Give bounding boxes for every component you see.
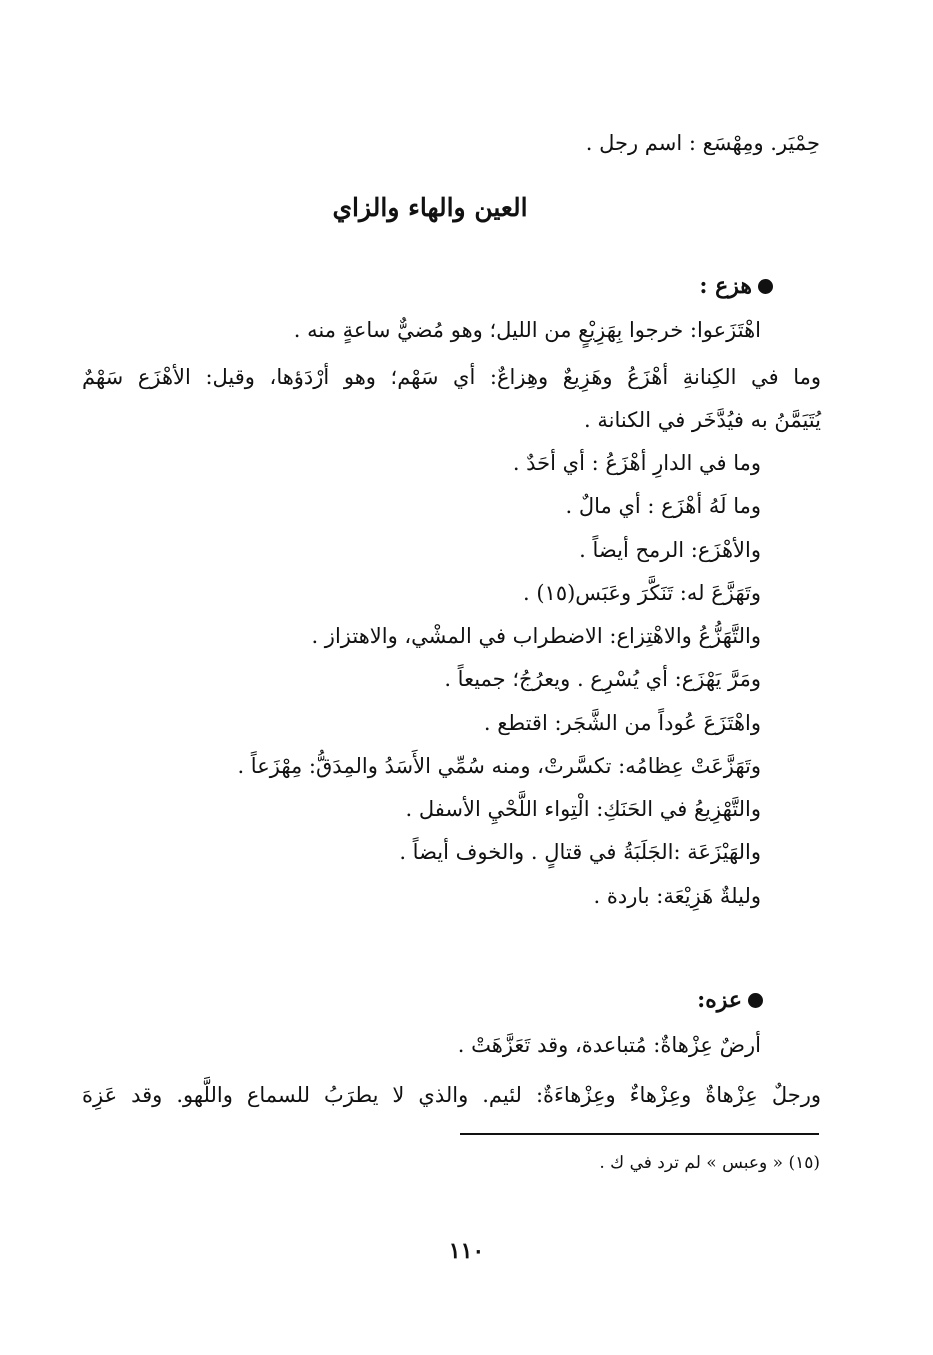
- headword-text: هزع :: [699, 273, 752, 299]
- entry-line: وما لَهُ أهْزَع : أي مالٌ .: [565, 494, 761, 518]
- bullet-icon: [758, 279, 773, 294]
- bullet-icon: [748, 993, 763, 1008]
- footnote-divider: [460, 1133, 819, 1135]
- entry-line: وليلةٌ هَزِيْعَة: باردة .: [593, 884, 761, 908]
- footnote: (١٥) « وعبس » لم ترد في ك .: [599, 1153, 820, 1173]
- entry-line: وتَهَزَّعَتْ عِظامُه: تكسَّرتْ، ومنه سُمِّي الأَسَدُ والمِدَقُّ: مِهْزَعاً .: [237, 754, 761, 778]
- entry-line: ورجلٌ عِزْهاةٌ وعِزْهاءٌ وعِزْهاءَةٌ: لئيم. والذي لا يطرَبُ للسماع واللَّهو. وقد عَزِهَ: [82, 1083, 821, 1107]
- top-line: حِمْيَر. ومِهْسَع : اسم رجل .: [585, 131, 820, 155]
- entry-line: وما في الدارِ أهْزَعُ : أي أحَدٌ .: [512, 451, 761, 475]
- entry-line: والهَيْزَعَة :الجَلَبَةُ في قتالٍ . والخوف أيضاً .: [399, 840, 761, 864]
- entry-line: وما في الكِنانةِ أهْزَعُ وهَزِيعٌ وهِزاعٌ: أي سَهْم؛ وهو أرْدَؤها، وقيل: الأهْزَع سَهْمٌ: [82, 365, 821, 389]
- entry-line: والأهْزَع: الرمح أيضاً .: [579, 538, 761, 562]
- entry-headword-ezh: [697, 985, 763, 1015]
- entry-line: يُتَيَمَّنُ به فيُدَّخَر في الكنانة .: [584, 408, 821, 432]
- entry-line: واهْتَزَعَ عُوداً من الشَّجَر: اقتطع .: [483, 711, 761, 735]
- page-number: ١١٠: [448, 1238, 485, 1264]
- entry-line: أرضٌ عِزْهاةٌ: مُتباعدة، وقد تَعَزَّهَتْ .: [457, 1033, 761, 1057]
- entry-line: وتَهَزَّعَ له: تَنَكَّرَ وعَبَس(١٥) .: [523, 581, 761, 605]
- headword-text: عزه:: [697, 987, 742, 1013]
- entry-line: ومَرَّ يَهْزَع: أي يُسْرِع . ويعرُجُ؛ جميعاً .: [444, 667, 761, 691]
- entry-headword-hz: [699, 271, 773, 301]
- entry-line: والتَّهَزُّعُ والاهْتِزاع: الاضطراب في المشْي، والاهتزاز .: [311, 624, 761, 648]
- entry-line: اهْتَزَعوا: خرجوا بِهَزِيْعٍ من الليل؛ وهو مُضيٌّ ساعةٍ منه .: [293, 318, 761, 342]
- entry-line: والتَّهْزِيعُ في الحَنَكِ: الْتِواء اللَّحْيِ الأسفل .: [405, 797, 761, 821]
- section-heading: العين والهاء والزاي: [332, 193, 528, 222]
